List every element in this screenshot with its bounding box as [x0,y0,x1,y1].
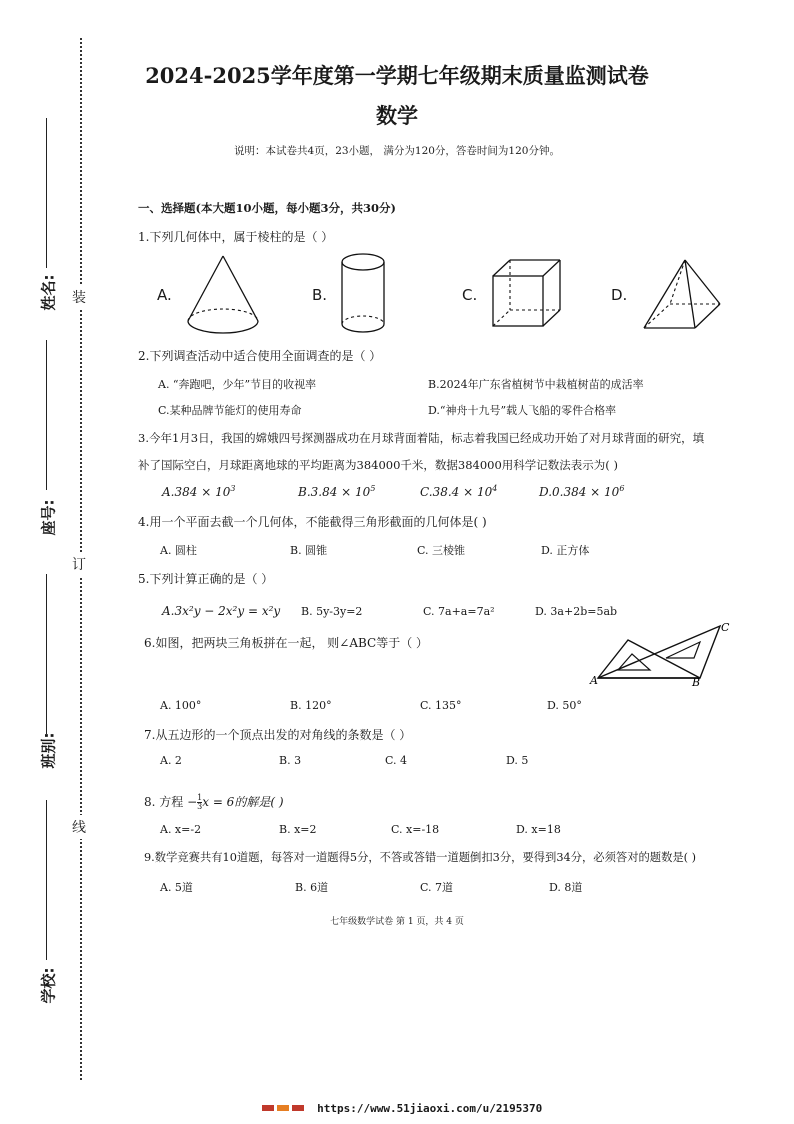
q7-stem: 7.从五边形的一个顶点出发的对角线的条数是（ ） [144,728,412,742]
name-label: 姓名: [39,274,58,311]
q1-stem: 1.下列几何体中，属于棱柱的是（ ） [138,230,334,244]
q3-option-a: $A.384 \times 10^3$ [162,484,236,499]
exam-note: 说明：本试卷共4页，23小题， 满分为120分，答卷时间为120分钟。 [234,145,560,157]
q5-option-b: B. 5y-3y=2 [301,605,363,618]
watermark-logo-icon [262,1098,306,1117]
figure-label-a: A [590,674,598,687]
q6-stem: 6.如图，把两块三角板拼在一起， 则∠ABC等于（ ） [144,636,429,650]
q8-option-b: B. x=2 [279,823,317,836]
school-label: 学校: [39,967,58,1004]
q4-option-d: D. 正方体 [541,544,590,557]
q6-option-a: A. 100° [160,699,202,712]
q1-option-d-letter: D. [611,286,628,304]
q1-option-a-letter: A. [157,286,172,304]
exam-subject: 数学 [376,103,418,128]
q4-option-a: A. 圆柱 [160,544,197,557]
q5-option-a: A.3x²y − 2x²y = x²y [162,604,281,618]
q7-option-a: A. 2 [160,754,182,767]
q1-option-b-letter: B. [312,286,328,304]
q8-option-a: A. x=-2 [160,823,202,836]
figure-label-b: B [692,676,701,688]
q2-stem: 2.下列调查活动中适合使用全面调查的是（ ） [138,349,382,363]
q6-option-b: B. 120° [290,699,332,712]
triangle-rulers-figure [588,616,738,688]
bind-char-xian: 线 [72,815,86,839]
q5-stem: 5.下列计算正确的是（ ） [138,572,274,586]
q3-line1: 3.今年1月3日，我国的嫦娥四号探测器成功在月球背面着陆，标志着我国已经成功开始了对月球背面的研究，填 [138,431,705,445]
q3-option-c: $C.38.4 \times 10^4$ [420,484,498,499]
page-footer: 七年级数学试卷 第 1 页，共 4 页 [330,917,464,927]
q2-option-d: D.“神舟十九号”载人飞船的零件合格率 [428,404,617,417]
q9-option-d: D. 8道 [549,881,583,894]
q7-option-b: B. 3 [279,754,302,767]
q3-option-d: $D.0.384 \times 10^6$ [539,484,625,499]
q2-option-b: B.2024年广东省植树节中栽植树苗的成活率 [428,378,644,391]
class-blank-line [46,574,47,734]
q7-option-c: C. 4 [385,754,408,767]
q2-option-c: C.某种品牌节能灯的使用寿命 [158,404,302,417]
q2-option-a: A. “奔跑吧，少年”节目的收视率 [158,378,317,391]
q5-option-c: C. 7a+a=7a² [423,605,495,618]
exam-title: 2024-2025学年度第一学期七年级期末质量监测试卷 [145,63,649,88]
q8-option-d: D. x=18 [516,823,561,836]
q8-stem: 8. 方程 − $\frac{1}{3}$ x = 6的解是( ) [144,793,284,811]
seat-blank-line [46,340,47,490]
q7-option-d: D. 5 [506,754,529,767]
figure-label-c: C [721,621,730,634]
class-label: 班别: [39,732,58,769]
q9-option-b: B. 6道 [295,881,329,894]
q3-option-b: $B.3.84 \times 10^5$ [298,484,376,499]
school-blank-line [46,800,47,960]
watermark-url[interactable]: https://www.51jiaoxi.com/u/2195370 [317,1102,543,1115]
bind-char-ding: 订 [72,552,86,576]
q6-option-d: D. 50° [547,699,582,712]
cube-icon [490,256,565,331]
cone-icon [183,253,263,338]
name-blank-line [46,118,47,268]
q4-stem: 4.用一个平面去截一个几何体，不能截得三角形截面的几何体是( ) [138,515,487,529]
q9-option-c: C. 7道 [420,881,454,894]
q9-stem: 9.数学竞赛共有10道题，每答对一道题得5分，不答或答错一道题倒扣3分，要得到34分，必须答对的题数是( ) [144,851,697,864]
source-watermark [262,1097,542,1117]
section-heading: 一、选择题(本大题10小题，每小题3分，共30分) [138,201,396,215]
q6-option-c: C. 135° [420,699,462,712]
bind-char-zhuang: 装 [72,285,86,309]
q8-option-c: C. x=-18 [391,823,440,836]
q5-option-d: D. 3a+2b=5ab [535,605,618,618]
pyramid-icon [640,256,725,334]
seat-label: 座号: [39,499,58,536]
q4-option-c: C. 三棱锥 [417,544,466,557]
q4-option-b: B. 圆锥 [290,544,328,557]
q3-line2: 补了国际空白，月球距离地球的平均距离为384000千米，数据384000用科学记数法表示为( ) [138,458,618,472]
q1-option-c-letter: C. [462,286,478,304]
cylinder-icon [338,250,388,340]
q9-option-a: A. 5道 [160,881,193,894]
